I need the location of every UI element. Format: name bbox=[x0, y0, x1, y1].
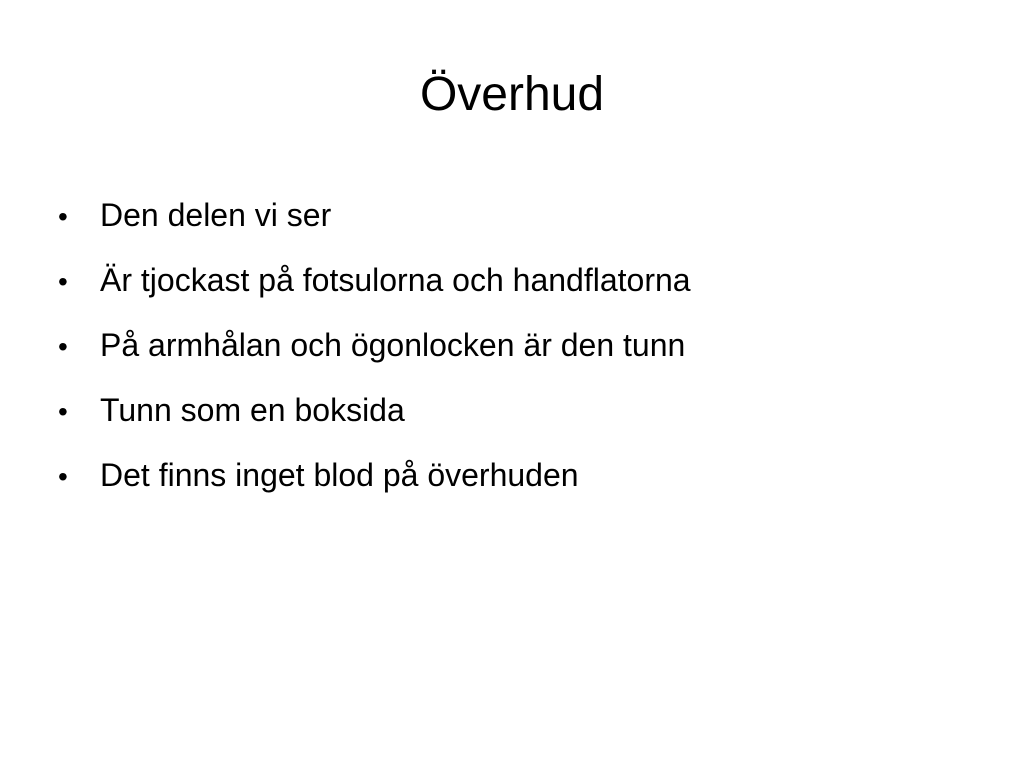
bullet-item bbox=[58, 317, 978, 382]
bullet-text: Den delen vi ser bbox=[100, 197, 332, 233]
bullet-marker: • bbox=[58, 201, 68, 232]
bullet-text: Är tjockast på fotsulorna och handflatorna bbox=[100, 262, 691, 298]
bullet-text: På armhålan och ögonlocken är den tunn bbox=[100, 327, 686, 363]
bullet-text: Det finns inget blod på överhuden bbox=[100, 457, 579, 493]
bullet-marker: • bbox=[58, 266, 68, 297]
bullet-item bbox=[58, 382, 978, 447]
bullet-item bbox=[58, 252, 978, 317]
bullet-marker: • bbox=[58, 396, 68, 427]
bullet-item bbox=[58, 187, 978, 252]
bullet-list bbox=[58, 187, 978, 512]
bullet-marker: • bbox=[58, 461, 68, 492]
bullet-text: Tunn som en boksida bbox=[100, 392, 405, 428]
bullet-item bbox=[58, 447, 978, 512]
slide-title: Överhud bbox=[419, 68, 605, 121]
bullet-marker: • bbox=[58, 331, 68, 362]
